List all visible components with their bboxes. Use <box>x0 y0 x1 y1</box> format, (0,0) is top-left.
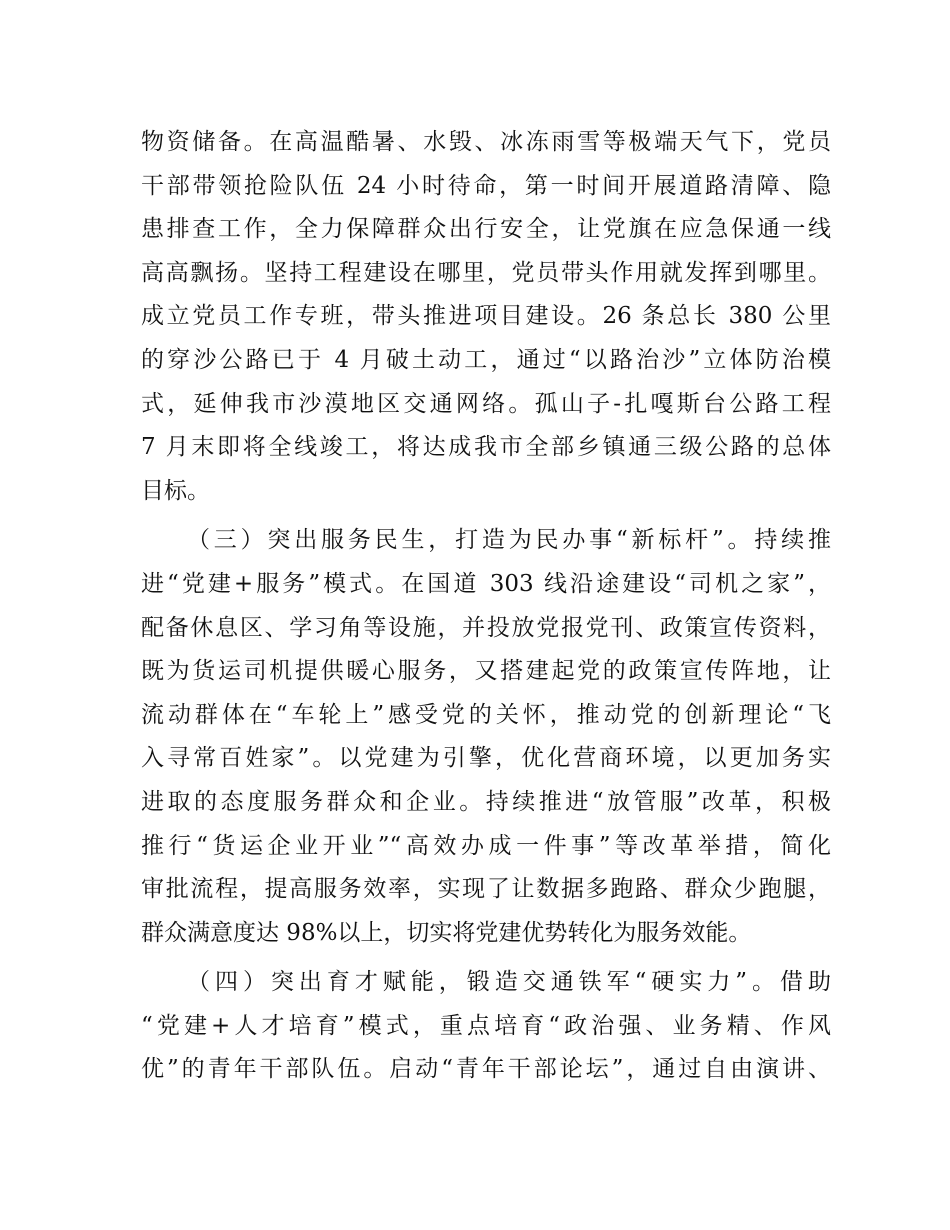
text-line: 物资储备。在高温酷暑、水毁、冰冻雨雪等极端天气下，党员 <box>141 129 831 155</box>
text-line: “党建+人才培育”模式，重点培育“政治强、业务精、作风 <box>141 1012 831 1039</box>
text-line: （三）突出服务民生，打造为民办事“新标杆”。持续推 <box>187 527 831 554</box>
text-line: 群众满意度达 98%以上，切实将党建优势转化为服务效能。 <box>141 919 752 946</box>
text-line: 干部带领抢险队伍 24 小时待命，第一时间开展道路清障、隐 <box>141 172 831 199</box>
document-body <box>141 121 831 1092</box>
paragraph-3 <box>141 961 831 1092</box>
text-line: 的穿沙公路已于 4 月破土动工，通过“以路治沙”立体防治模 <box>141 346 831 373</box>
paragraph-2 <box>141 519 831 955</box>
text-line: 配备休息区、学习角等设施，并投放党报党刊、政策宣传资料， <box>141 614 831 641</box>
text-line: 优”的青年干部队伍。启动“青年干部论坛”，通过自由演讲、 <box>141 1056 831 1083</box>
text-line: 进“党建+服务”模式。在国道 303 线沿途建设“司机之家”， <box>141 570 831 597</box>
text-line: 既为货运司机提供暖心服务，又搭建起党的政策宣传阵地，让 <box>141 658 831 685</box>
paragraph-1 <box>141 121 831 513</box>
text-line: 成立党员工作专班，带头推进项目建设。26 条总长 380 公里 <box>141 303 831 330</box>
text-line: 入寻常百姓家”。以党建为引擎，优化营商环境，以更加务实 <box>141 745 831 772</box>
text-line: 推行“货运企业开业”“高效办成一件事”等改革举措，简化 <box>141 832 831 859</box>
text-line: 目标。 <box>141 477 210 504</box>
text-line: 审批流程，提高服务效率，实现了让数据多跑路、群众少跑腿， <box>141 876 831 903</box>
text-line: 高高飘扬。坚持工程建设在哪里，党员带头作用就发挥到哪里。 <box>141 259 831 286</box>
text-line: 进取的态度服务群众和企业。持续推进“放管服”改革，积极 <box>141 788 831 815</box>
text-line: 流动群体在“车轮上”感受党的关怀，推动党的创新理论“飞 <box>141 701 831 728</box>
text-line: 患排查工作，全力保障群众出行安全，让党旗在应急保通一线 <box>141 216 831 243</box>
text-line: 7 月末即将全线竣工，将达成我市全部乡镇通三级公路的总体 <box>141 434 831 461</box>
text-line: （四）突出育才赋能，锻造交通铁军“硬实力”。借助 <box>187 969 831 996</box>
text-line: 式，延伸我市沙漠地区交通网络。孤山子-扎嘎斯台公路工程 <box>141 390 831 417</box>
